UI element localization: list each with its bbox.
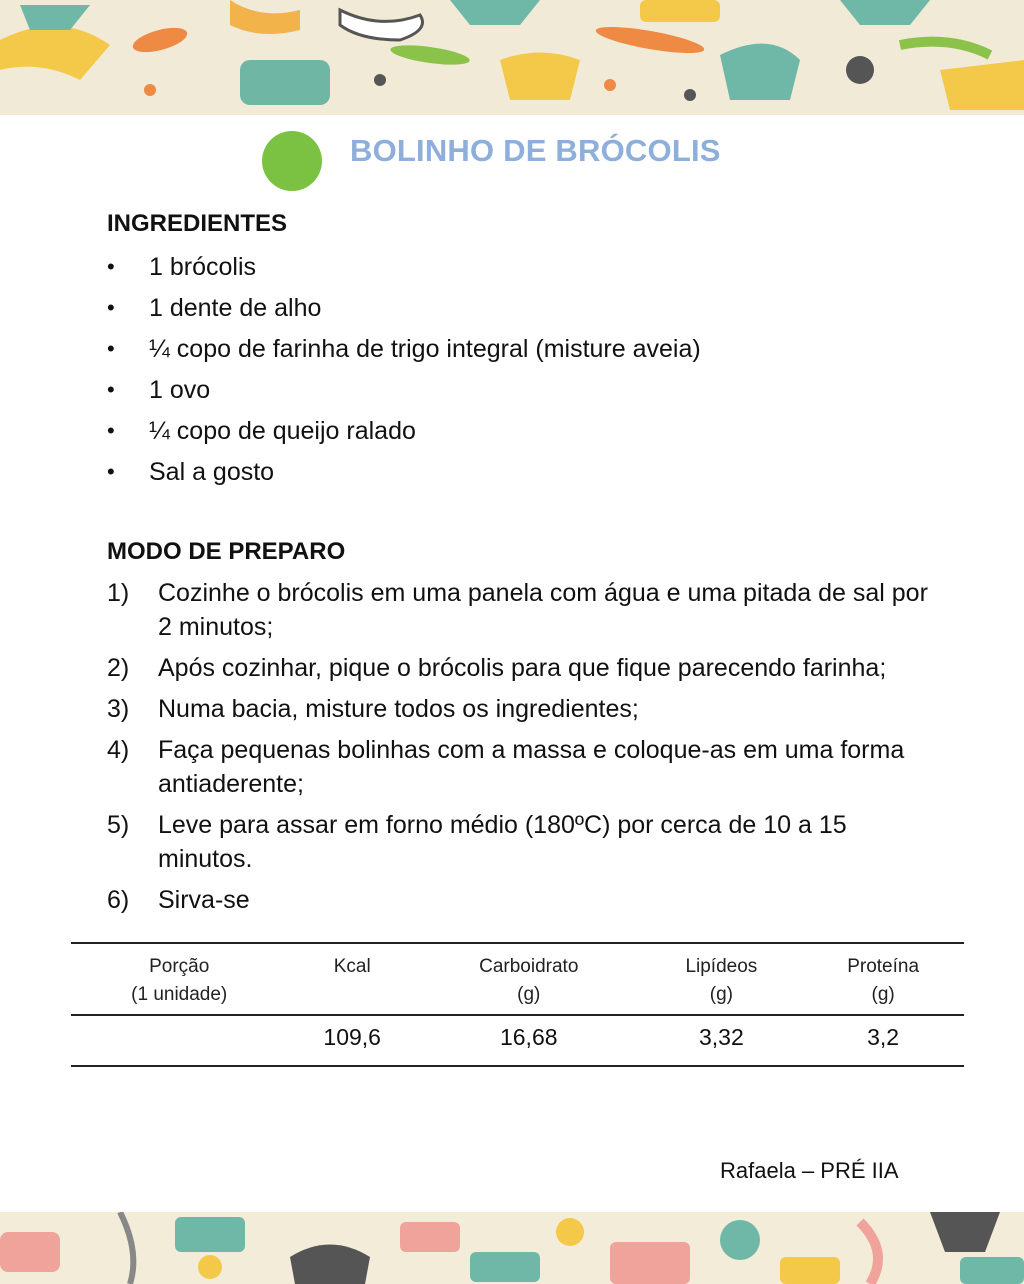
ingredient-text: 1 ovo [149, 376, 211, 404]
nutrition-value-cell [71, 1015, 287, 1066]
preparation-step [107, 692, 937, 726]
step-number: 5) [107, 811, 130, 839]
ingredients-heading: INGREDIENTES [107, 210, 288, 237]
author-signature: Rafaela – PRÉ IIA [720, 1158, 899, 1183]
preparation-step [107, 883, 937, 917]
step-number: 3) [107, 695, 130, 723]
header-label: Porção [149, 956, 210, 977]
ingredient-text: Sal a gosto [149, 458, 275, 486]
header-unit: (g) [709, 984, 733, 1005]
step-text: Após cozinhar, pique o brócolis para que fique parecendo farinha; [158, 654, 887, 682]
bullet-icon: • [107, 295, 115, 320]
nutrition-table [71, 942, 964, 1067]
header-unit: (1 unidade) [131, 984, 228, 1005]
preparation-step [107, 576, 937, 644]
preparation-steps-list [107, 576, 937, 924]
nutrition-values-row [71, 1015, 964, 1066]
header-label: Kcal [333, 956, 371, 977]
kitchen-pattern-illustration [0, 0, 1024, 115]
step-text: Sirva-se [158, 886, 250, 914]
preparation-heading: MODO DE PREPARO [107, 538, 346, 565]
ingredient-text: 1 dente de alho [149, 294, 322, 322]
nutrition-header-cell [802, 943, 964, 1015]
header-label: Proteína [847, 956, 920, 977]
nutrition-header-cell [417, 943, 641, 1015]
step-number: 6) [107, 886, 130, 914]
ingredient-text: 1 brócolis [149, 253, 256, 281]
bullet-icon: • [107, 459, 115, 484]
header-unit: (g) [871, 984, 895, 1005]
nutrition-value-cell: 109,6 [287, 1015, 417, 1066]
recipe-title: BOLINHO DE BRÓCOLIS [350, 133, 721, 168]
bullet-icon: • [107, 254, 115, 279]
preparation-step [107, 808, 937, 876]
bullet-icon: • [107, 336, 115, 361]
step-number: 2) [107, 654, 130, 682]
ingredient-text: ¼ copo de queijo ralado [149, 417, 416, 445]
nutrition-value-cell: 3,32 [641, 1015, 803, 1066]
step-text: Cozinhe o brócolis em uma panela com água e uma pitada de sal por 2 minutos; [158, 579, 928, 641]
header-unit: (g) [517, 984, 541, 1005]
step-number: 4) [107, 736, 130, 764]
nutrition-header-cell [641, 943, 803, 1015]
step-text: Numa bacia, misture todos os ingredientes; [158, 695, 639, 723]
preparation-step [107, 733, 937, 801]
nutrition-header-row [71, 943, 964, 1015]
ingredient-text: ¼ copo de farinha de trigo integral (misture aveia) [149, 335, 701, 363]
header-label: Carboidrato [479, 956, 579, 977]
nutrition-header-cell [71, 943, 287, 1015]
nutrition-value-cell: 16,68 [417, 1015, 641, 1066]
title-bullet-circle [262, 131, 322, 191]
nutrition-value-cell: 3,2 [802, 1015, 964, 1066]
step-text: Faça pequenas bolinhas com a massa e coloque-as em uma forma antiaderente; [158, 736, 905, 798]
step-number: 1) [107, 579, 130, 607]
preparation-step [107, 651, 937, 685]
nutrition-header-cell [287, 943, 417, 1015]
bottom-decorative-banner [0, 1212, 1024, 1284]
kitchen-utensils-pattern-illustration [0, 1212, 1024, 1284]
top-decorative-banner [0, 0, 1024, 115]
bullet-icon: • [107, 418, 115, 443]
header-label: Lipídeos [685, 956, 758, 977]
bullet-icon: • [107, 377, 115, 402]
step-text: Leve para assar em forno médio (180ºC) por cerca de 10 a 15 minutos. [158, 811, 847, 873]
